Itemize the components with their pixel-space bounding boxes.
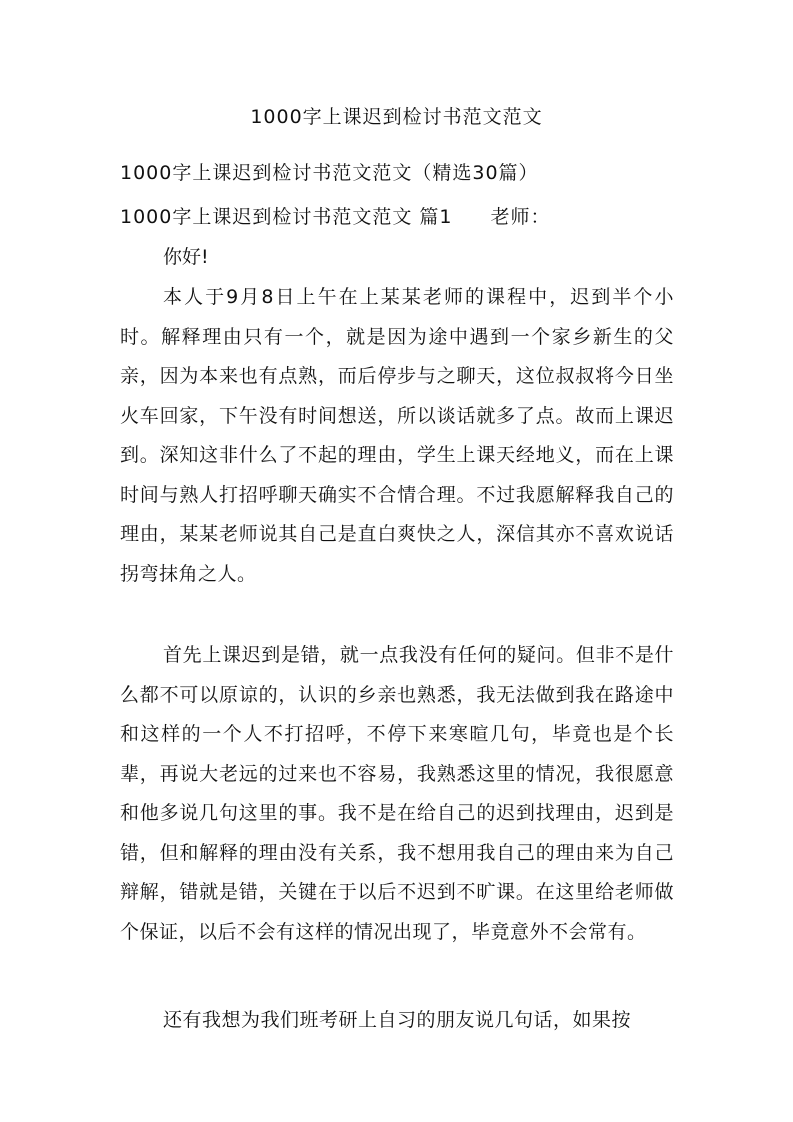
addressee: 老师： [490,206,551,228]
body-paragraph: 还有我想为我们班考研上自习的朋友说几句话，如果按 [163,1009,632,1031]
greeting: 你好! [163,246,209,268]
body-paragraph: 首先上课迟到是错，就一点我没有任何的疑问。但非不是什么都不可以原谅的，认识的乡亲也熟悉，我无法做到我在路途中和这样的一个人不打招呼，不停下来寒暄几句，毕竟也是个长辈，再说大老远的过来也不容易，我熟悉这里的情况，我很愿意和他多说几句这里的事。我不是在给自己的迟到找理由，迟到是错，但和解释的理由没有关系，我不想用我自己的理由来为自己辩解，错就是错，关键在于以后不迟到不旷课。在这里给老师做个保证，以后不会有这样的情况出现了，毕竟意外不会常有。 [120,644,674,943]
document-title: 1000字上课迟到检讨书范文范文 [250,106,543,128]
section-heading: 1000字上课迟到检讨书范文范文 篇1 [120,206,453,228]
document-subtitle: 1000字上课迟到检讨书范文范文（精选30篇） [120,162,539,184]
body-paragraph: 本人于9月8日上午在上某某老师的课程中，迟到半个小时。解释理由只有一个，就是因为途中遇到一个家乡新生的父亲，因为本来也有点熟，而后停步与之聊天，这位叔叔将今日坐火车回家，下午没有时间想送，所以谈话就多了点。故而上课迟到。深知这非什么了不起的理由，学生上课天经地义，而在上课时间与熟人打招呼聊天确实不合情合理。不过我愿解释我自己的理由，某某老师说其自己是直白爽快之人，深信其亦不喜欢说话拐弯抹角之人。 [120,286,674,585]
section-heading-line [120,203,551,231]
